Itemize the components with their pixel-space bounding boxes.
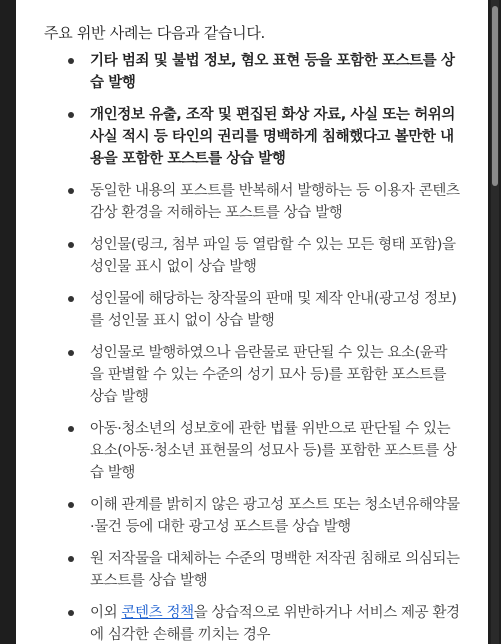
list-item <box>16 50 488 94</box>
list-item <box>16 342 488 408</box>
list-item-text: 성인물(링크, 첨부 파일 등 열람할 수 있는 모든 형태 포함)을 성인물 표시 없이 상습 발행 <box>90 237 456 275</box>
bullet-icon <box>68 296 74 302</box>
list-item-text: 이해 관계를 밝히지 않은 광고성 포스트 또는 청소년유해약물·물건 등에 대한 광고성 포스트를 상습 발행 <box>90 497 460 535</box>
list-item-text: 동일한 내용의 포스트를 반복해서 발행하는 등 이용자 콘텐츠 감상 환경을 저해하는 포스트를 상습 발행 <box>90 183 460 221</box>
list-item-text: 원 저작물을 대체하는 수준의 명백한 저작권 침해로 의심되는 포스트를 상습 발행 <box>90 551 460 589</box>
list-item <box>16 548 488 592</box>
bullet-icon <box>68 502 74 508</box>
bullet-icon <box>68 556 74 562</box>
content-policy-link[interactable]: 콘텐츠 정책 <box>121 605 194 621</box>
list-item <box>16 234 488 278</box>
bullet-icon <box>68 610 74 616</box>
list-item-suffix: 을 상습적으로 위반하거나 서비스 제공 환경에 심각한 손해를 끼치는 경우 <box>90 605 460 643</box>
list-item-text: 아동·청소년의 성보호에 관한 법률 위반으로 판단될 수 있는 요소(아동·청소년 표현물의 성묘사 등)를 포함한 포스트를 상습 발행 <box>90 421 457 481</box>
content-page <box>16 0 488 644</box>
bullet-icon <box>68 350 74 356</box>
list-item-text: 성인물에 해당하는 창작물의 판매 및 제작 안내(광고성 정보)를 성인물 표시 없이 상습 발행 <box>90 291 457 329</box>
list-item-prefix: 이외 <box>90 605 122 621</box>
list-item <box>16 288 488 332</box>
list-item <box>16 104 488 170</box>
list-item-text: 개인정보 유출, 조작 및 편집된 화상 자료, 사실 또는 허위의 사실 적시 등 타인의 권리를 명백하게 침해했다고 볼만한 내용을 포함한 포스트를 상습 발행 <box>90 107 456 167</box>
bullet-icon <box>68 188 74 194</box>
bullet-icon <box>68 426 74 432</box>
bullet-icon <box>68 242 74 248</box>
list-item <box>16 418 488 484</box>
bullet-icon <box>68 58 74 64</box>
intro-text: 주요 위반 사례는 다음과 같습니다. <box>44 24 266 42</box>
list-item <box>16 494 488 538</box>
scrollbar-thumb[interactable] <box>492 6 498 186</box>
list-item-text: 성인물로 발행하였으나 음란물로 판단될 수 있는 요소(윤곽을 판별할 수 있는 수준의 성기 묘사 등)를 포함한 포스트를 상습 발행 <box>90 345 448 405</box>
violation-list <box>16 50 488 644</box>
list-item <box>16 180 488 224</box>
bullet-icon <box>68 112 74 118</box>
list-item-text: 기타 범죄 및 불법 정보, 혐오 표현 등을 포함한 포스트를 상습 발행 <box>90 53 455 91</box>
list-item <box>16 602 488 644</box>
